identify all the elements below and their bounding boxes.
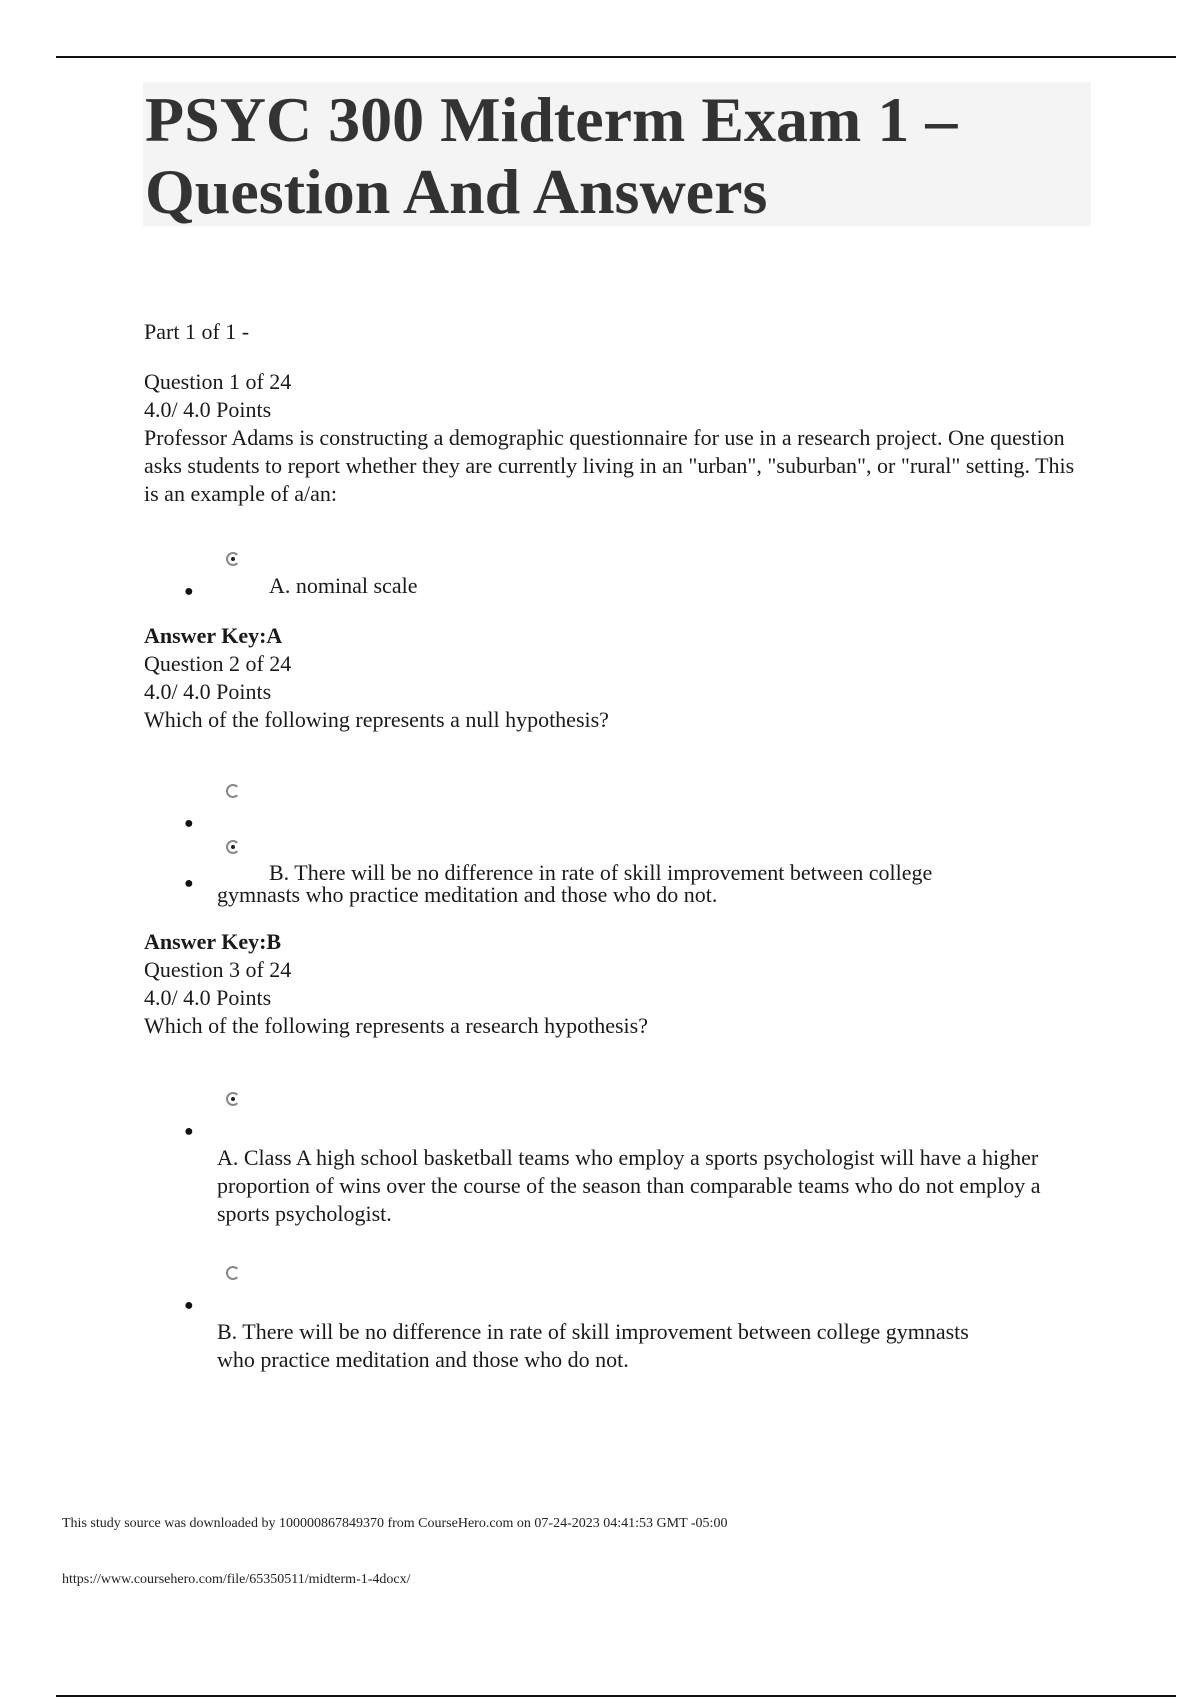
bottom-rule	[56, 1695, 1176, 1697]
question-1	[144, 368, 1084, 650]
question-number: Question 1 of 24	[144, 369, 292, 394]
question-points: 4.0/ 4.0 Points	[144, 679, 272, 704]
question-text: Which of the following represents a null hypothesis?	[144, 707, 609, 732]
bullet-icon: ●	[184, 875, 194, 892]
top-rule	[56, 56, 1176, 58]
question-text: Which of the following represents a research hypothesis?	[144, 1013, 648, 1038]
page-title: PSYC 300 Midterm Exam 1 – Question And Answers	[145, 84, 958, 227]
option-item	[144, 840, 1084, 906]
question-points: 4.0/ 4.0 Points	[144, 397, 272, 422]
bullet-icon: ●	[184, 1123, 194, 1140]
radio-selected-icon[interactable]	[226, 840, 240, 854]
option-list	[144, 552, 1084, 600]
answer-key: Answer Key:A	[144, 623, 283, 648]
radio-selected-icon[interactable]	[226, 1092, 240, 1106]
option-label: A. nominal scale	[269, 573, 418, 598]
option-item	[144, 784, 1084, 840]
bullet-icon: ●	[184, 815, 194, 832]
radio-unselected-icon[interactable]	[226, 1266, 240, 1280]
part-label: Part 1 of 1 -	[144, 319, 250, 344]
option-item	[144, 1092, 1084, 1228]
option-item	[144, 552, 1084, 600]
question-points: 4.0/ 4.0 Points	[144, 985, 272, 1010]
bullet-icon: ●	[184, 583, 194, 600]
option-label: B. There will be no difference in rate of skill improvement between college gymnasts who practice meditation and those who do not.	[217, 1319, 969, 1372]
option-item	[144, 1266, 1084, 1374]
question-text: Professor Adams is constructing a demographic questionnaire for use in a research project. One question asks students to report whether they are currently living in an "urban", "suburban", or "rural" setting. This is an example of a/an:	[144, 425, 1075, 506]
question-3	[144, 956, 1084, 1374]
exam-content	[144, 300, 1084, 1374]
download-notice: This study source was downloaded by 100000867849370 from CourseHero.com on 07-24-2023 04:41:53 GMT -05:00	[62, 1516, 728, 1531]
bullet-icon: ●	[184, 1297, 194, 1314]
title-banner	[143, 82, 1091, 226]
option-list	[144, 784, 1084, 906]
question-number: Question 3 of 24	[144, 957, 292, 982]
option-label: B. There will be no difference in rate of skill improvement between college gymnasts who practice meditation and those who do not.	[217, 860, 933, 907]
option-list	[144, 1092, 1084, 1374]
radio-selected-icon[interactable]	[226, 552, 240, 566]
question-number: Question 2 of 24	[144, 651, 292, 676]
answer-key: Answer Key:B	[144, 929, 282, 954]
question-2	[144, 650, 1084, 956]
source-url[interactable]: https://www.coursehero.com/file/65350511/midterm-1-4docx/	[62, 1572, 411, 1587]
option-label: A. Class A high school basketball teams who employ a sports psychologist will have a higher proportion of wins over the course of the season than comparable teams who do not employ a sports psychologist.	[217, 1145, 1041, 1226]
radio-unselected-icon[interactable]	[226, 784, 240, 798]
